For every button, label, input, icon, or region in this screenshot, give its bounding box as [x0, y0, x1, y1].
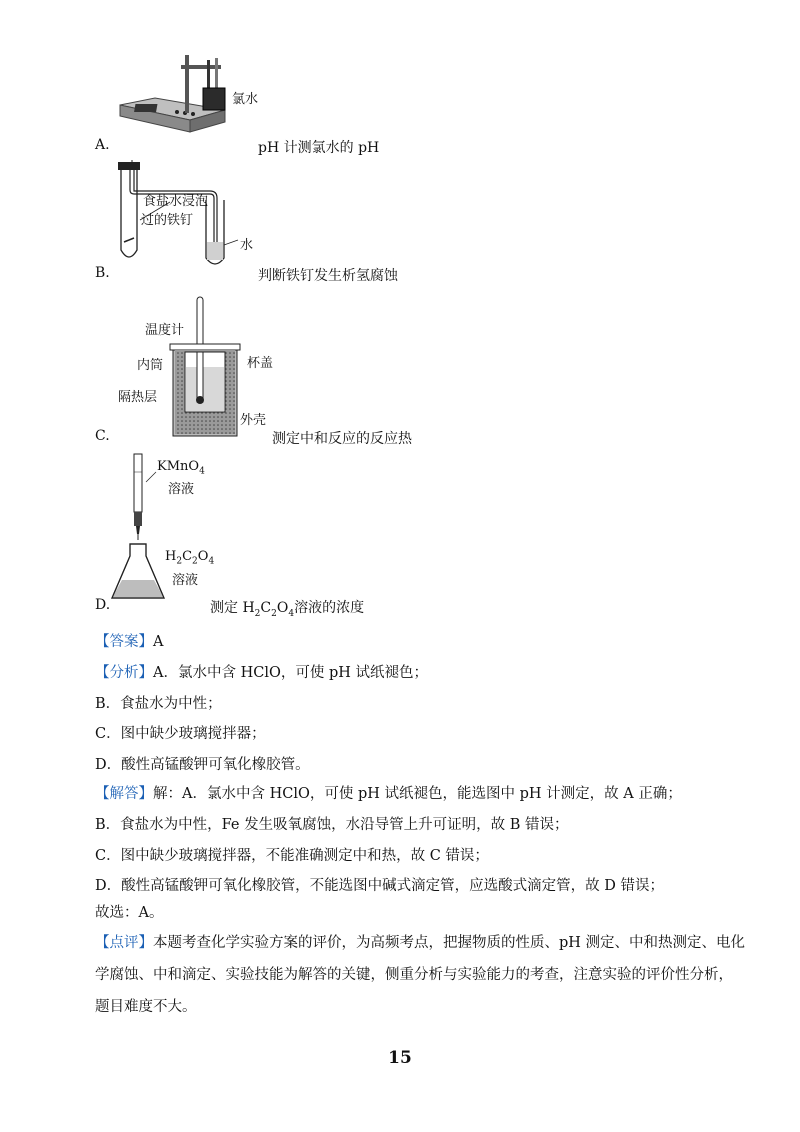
- option-d-letter: D.: [95, 597, 111, 613]
- analysis-line-1: 【分析】A．氯水中含 HClO，可使 pH 试纸褪色；: [95, 665, 428, 681]
- solution-line-4: D．酸性高锰酸钾可氧化橡胶管，不能选图中碱式滴定管，应选酸式滴定管，故 D 错误；: [95, 878, 664, 894]
- label-h2c2o4-solution: 溶液: [172, 573, 199, 588]
- answer-line: [95, 632, 163, 652]
- solution-tag: 【解答】: [95, 786, 153, 802]
- label-kmno4: KMnO$_4$: [157, 459, 205, 477]
- solution-line-2: B．食盐水为中性，Fe 发生吸氧腐蚀，水沿导管上升可证明，故 B 错误；: [95, 817, 569, 833]
- label-iron-nail: 过的铁钉: [141, 213, 194, 228]
- analysis-line-2: B．食盐水为中性；: [95, 696, 222, 712]
- comment-line-2: 学腐蚀、中和滴定、实验技能为解答的关键，侧重分析与实验能力的考查，注意实验的评价性分析，: [95, 967, 733, 983]
- page-number: 15: [388, 1048, 412, 1068]
- label-kmno4-solution: 溶液: [168, 482, 195, 497]
- solution-line-5: 故选：A。: [95, 905, 164, 921]
- option-c-caption: 测定中和反应的反应热: [272, 431, 412, 447]
- solution-line-3: C．图中缺少玻璃搅拌器，不能准确测定中和热，故 C 错误；: [95, 848, 489, 864]
- solution-line-1: 【解答】解：A．氯水中含 HClO，可使 pH 试纸褪色，能选图中 pH 计测定，故 A 正确；: [95, 786, 682, 802]
- answer-text: A: [153, 634, 164, 650]
- comment-line-1: 【点评】本题考查化学实验方案的评价，为高频考点，把握物质的性质、pH 测定、中和热测定、电化: [95, 935, 746, 951]
- label-insulation: 隔热层: [118, 390, 158, 405]
- calorimeter-figure: [165, 292, 245, 442]
- option-b-letter: B.: [95, 265, 110, 281]
- label-lid: 杯盖: [247, 356, 274, 371]
- option-a-caption: pH 计测氯水的 pH: [258, 140, 380, 156]
- label-h2c2o4: $H_2C_2O_4$: [165, 549, 215, 567]
- label-chlorine-water: 氯水: [232, 92, 259, 107]
- label-water: 水: [240, 238, 254, 253]
- option-c-letter: C.: [95, 428, 110, 444]
- label-outer-shell: 外壳: [240, 413, 267, 428]
- answer-tag: 【答案】: [95, 634, 153, 650]
- label-thermometer: 温度计: [145, 323, 185, 338]
- option-d-caption: 测定 $H_2C_2O_4$溶液的浓度: [210, 600, 365, 619]
- option-a-letter: A.: [95, 137, 110, 153]
- label-inner-cup: 内筒: [137, 358, 164, 373]
- label-saltwater-soaked: 食盐水浸泡: [143, 194, 209, 209]
- comment-line-3: 题目难度不大。: [95, 999, 197, 1015]
- analysis-line-3: C．图中缺少玻璃搅拌器；: [95, 726, 266, 742]
- comment-tag: 【点评】: [95, 935, 153, 951]
- option-b-caption: 判断铁钉发生析氢腐蚀: [258, 268, 398, 284]
- analysis-tag: 【分析】: [95, 665, 153, 681]
- analysis-line-4: D．酸性高锰酸钾可氧化橡胶管。: [95, 757, 310, 773]
